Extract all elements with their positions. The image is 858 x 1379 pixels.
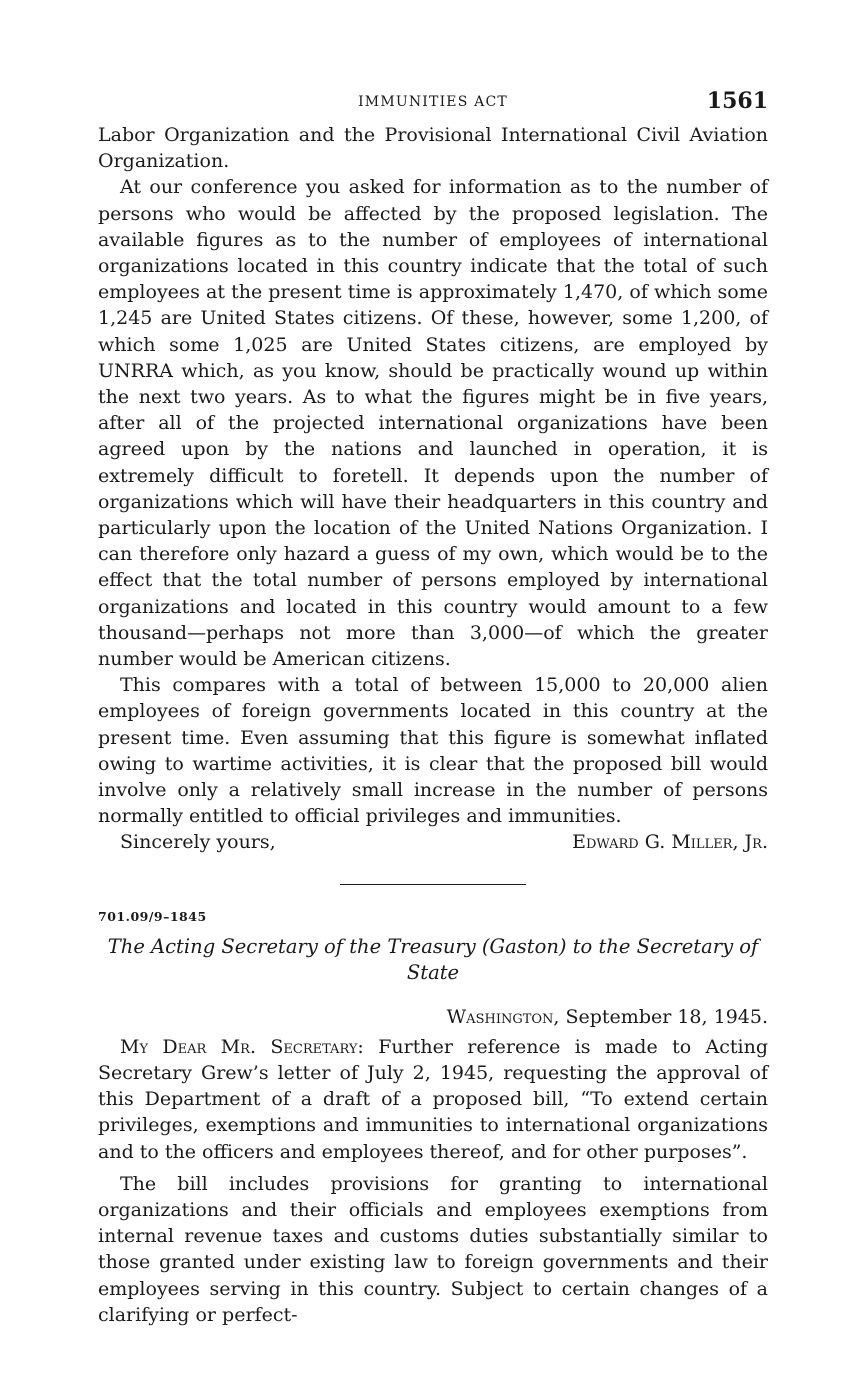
letter2-paragraph-1-text: Further reference is made to Acting Secretary Grew’s letter of July 2, 1945, requesting the approval of this Department of a draft of a proposed bill, “To extend certain privileges, exemptions and immunities to international organizations and to the officers and employees thereof, and for other purposes”.	[98, 1035, 769, 1163]
dateline-date: , September 18, 1945.	[553, 1005, 768, 1028]
document-page	[98, 88, 768, 1328]
letter2-paragraph-1	[98, 1034, 768, 1165]
running-title: IMMUNITIES ACT	[358, 94, 508, 110]
letter1-closing	[98, 829, 768, 855]
dateline	[98, 1004, 768, 1030]
continued-paragraph: Labor Organization and the Provisional International Civil Aviation Organization.	[98, 124, 768, 173]
file-number: 701.09/9–1845	[98, 908, 207, 924]
section-divider	[340, 884, 526, 885]
signature: Edward G. Miller, Jr.	[572, 831, 768, 854]
salutation: My Dear Mr. Secretary:	[120, 1035, 364, 1058]
page-number: 1561	[706, 88, 768, 114]
letter1-paragraph-2: This compares with a total of between 15,000 to 20,000 alien employees of foreign governments located in this country at the present time. Even assuming that this figure is somewhat inflated owing to wartime activities, it is clear that the proposed bill would involve only a relatively small increase in the number of persons normally entitled to official privileges and immunities.	[98, 674, 768, 828]
complimentary-close: Sincerely yours,	[120, 831, 276, 854]
letter1-paragraph-1: At our conference you asked for information as to the number of persons who would be affected by the proposed legislation. The available figures as to the number of employees of international organizations located in this country indicate that the total of such employees at the present time is approximately 1,470, of which some 1,245 are United States citizens. Of these, however, some 1,200, of which some 1,025 are United States citizens, are employed by UNRRA which, as you know, should be practically wound up within the next two years. As to what the figures might be in five years, after all of the projected international organizations have been agreed upon by the nations and launched in operation, it is extremely difficult to foretell. It depends upon the number of organizations which will have their headquarters in this country and particularly upon the location of the United Nations Organization. I can therefore only hazard a guess of my own, which would be to the effect that the total number of persons employed by international organizations and located in this country would amount to a few thousand—perhaps not more than 3,000—of which the greater number would be American citizens.	[98, 176, 768, 671]
dateline-place: Washington	[446, 1005, 554, 1028]
letter2-paragraph-2: The bill includes provisions for granting to international organizations and their officials and employees exemptions from internal revenue taxes and customs duties substantially similar to those granted under existing law to foreign governments and their employees serving in this country. Subject to certain changes of a clarifying or perfect-	[98, 1172, 768, 1326]
document-title: The Acting Secretary of the Treasury (Gaston) to the Secretary of State	[107, 934, 759, 984]
running-header	[98, 88, 768, 122]
